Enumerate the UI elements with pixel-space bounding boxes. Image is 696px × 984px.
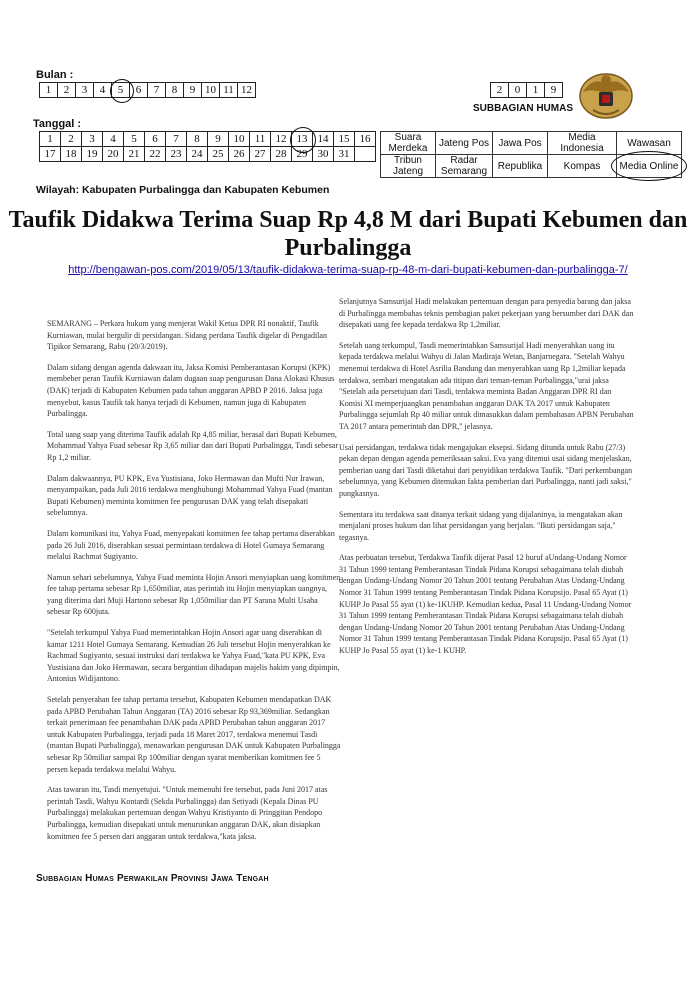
date-cell: 19 xyxy=(82,147,103,162)
selected-media-ring xyxy=(611,151,687,181)
date-cell: 1 xyxy=(40,132,61,147)
date-cell: 3 xyxy=(82,132,103,147)
date-cell: 17 xyxy=(40,147,61,162)
article-left-column xyxy=(47,318,343,851)
date-grid xyxy=(39,131,376,162)
article-paragraph: Setelah penyerahan fee tahap pertama tersebut, Kabupaten Kebumen mendapatkan DAK pada APBD Perubahan Tahun Anggaran (TA) 2016 sebesar Rp 93,369miliar. Sedangkan terkait penerimaan fee penambahan DAK pada APBD Perubahan tahun anggaran 2017 untuk Kabupaten Purbalingga, terjadi pada 18 Maret 2017, terdakwa menemui Tasdi (mantan Bupati Purbalingga), menawarkan pengurusan DAK untuk Kabupaten Purbalingga sebesar Rp 50miliar sampai Rp 100miliar dengan syarat memberikan komitmen fee 5 persen kepada terdakwa melalui Wahyu. xyxy=(47,695,341,774)
date-cell: 9 xyxy=(208,132,229,147)
date-cell: 10 xyxy=(229,132,250,147)
media-cell xyxy=(436,155,493,178)
date-cell: 30 xyxy=(313,147,334,162)
date-cell: 28 xyxy=(271,147,292,162)
garuda-emblem-icon xyxy=(575,66,637,122)
media-cell xyxy=(493,132,548,155)
agency-label: SUBBAGIAN HUMAS xyxy=(473,103,573,114)
date-cell: 7 xyxy=(166,132,187,147)
year-digit: 9 xyxy=(545,83,563,98)
date-cell: 31 xyxy=(334,147,355,162)
wilayah-label: Wilayah: Kabupaten Purbalingga dan Kabupaten Kebumen xyxy=(36,184,330,196)
year-digit: 2 xyxy=(491,83,509,98)
media-cell xyxy=(381,155,436,178)
article-paragraph: Atas tawaran itu, Tasdi menyetujui. "Untuk memenuhi fee tersebut, pada Juni 2017 atas perintah Tasdi, Wahyu Kontardi (Sekda Purbalingga) dan Setiyadi (Kepala Dinas PU Purbalingga) melakukan pertemuan dengan Wahyu Kristiyanto di Pringgitan Pendopo Purbalingga, kemudian disepakati untuk menurunkan anggaran DAK, akan disiapkan komitmen fee 5 persen dari anggaran untuk terdakwa,"kata jaksa. xyxy=(47,785,328,841)
date-cell: 22 xyxy=(145,147,166,162)
media-table xyxy=(380,131,682,178)
article-paragraph: SEMARANG – Perkara hukum yang menjerat Wakil Ketua DPR RI nonaktif, Taufik Kurniawan, mulai bergulir di persidangan. Sidang perdana Taufik digelar di Pengadilan Tipikor Semarang, Rabu (20/3/2019). xyxy=(47,319,327,352)
month-cell: 8 xyxy=(166,83,184,98)
media-name: Tribun Jateng xyxy=(392,155,424,177)
date-cell: 23 xyxy=(166,147,187,162)
article-paragraph: "Setelah terkumpul Yahya Fuad memerintahkan Hojin Ansori agar uang diserahkan di kamar 1211 Hotel Gumaya Semarang. Kemudian 26 Juli tersebut Hojin menyerahkan ke Rachmad Sugiyanto, sesuai instruksi dari terdakwa ke Yahya Fuad,"kata PU KPK, Eva Yustisiana dan Joko Hermawan, secara bergantian dihadapan majelis hakim yang dipimpin, Antonius Widijantono. xyxy=(47,628,340,684)
article-paragraph: Setelah uang terkumpul, Tasdi memerintahkan Samsurijal Hadi menyerahkan uang itu kepada terdakwa melalui Wahyu di Jalan Madiraja Wetan, Banjarnegara. "Setelah Wahyu menemui terdakwa di Hotel Asrilia Bandung dan menyerahkan uang Rp 1,2miliar kepada terdakwa, sembari mengatakan ada titipan dari teman-teman Purbalingga,"urai jaksa "Setelah ada persetujuan dari Tasdi, terdakwa meminta Badan Anggaran DPR RI dan Komisi XI memperjuangkan penambahan anggaran DAK TA 2017 untuk Kabupaten Purbalingga sejumlah Rp 40 miliar untuk dimasukkan dalam pembahasan APBN Perubahan TA 2017 antara pemerintah dan DPR," jelasnya. xyxy=(339,340,634,431)
date-cell: 15 xyxy=(334,132,355,147)
article-paragraph: Namun sehari sebelumnya, Yahya Fuad meminta Hojin Ansori menyiapkan uang komitmen fee tahap pertama sebesar Rp 1,650miliar, atas perintah itu Hojin menyiapkan uangnya, yang diterima dari Muji Hartono sebesar Rp 1,050miliar dan PT Sarana Multi Usaha sebesar Rp 600juta. xyxy=(47,572,341,617)
date-cell: 12 xyxy=(271,132,292,147)
media-name: Republika xyxy=(497,160,543,172)
date-cell: 25 xyxy=(208,147,229,162)
month-cell: 5 xyxy=(112,83,130,98)
media-name: Suara Merdeka xyxy=(388,132,428,154)
article-paragraph: Selanjutnya Samsurijal Hadi melakukan pertemuan dengan para penyedia barang dan jaksa di Purbalingga membahas teknis pembagian paket pekerjaan yang bersumber dari DAK dan disepakati uang fee kepada terdakwa Rp 1,2miliar. xyxy=(339,297,634,330)
article-paragraph: Atas perbuatan tersebut, Terdakwa Taufik dijerat Pasal 12 huruf aUndang-Undang Nomor 31 Tahun 1999 tentang Pemberantasan Tindak Pidana Korupsi sebagaimana telah diubah dengan Undang-Undang Nomor 20 Tahun 2001 tentang Perubahan Atas Undang-Undang Nomor 31 Tahun 1999 tentang Pemberantasan Tindak Pidana Korupsijo. Pasal 65 Ayat (1) KUHP Jo Pasal 55 ayat (1) ke-1KUHP. Kemudian kedua, Pasal 11 Undang-Undang Nomor 31 Tahun 1999 tentang Pemberantasan Tindak Pidana Korupsi sebagaimana telah diubah dengan Undang-Undang Nomor 20 Tahun 2001 tentang Perubahan Atas Undang-Undang Nomor 31 Tahun 1999 tentang Pemberantasan Tindak Pidana Korupsijo. Pasal 65 Ayat (1) KUHP Jo Pasal 55 ayat (1) ke-1 KUHP. xyxy=(339,553,632,656)
date-cell: 18 xyxy=(61,147,82,162)
date-cell: 4 xyxy=(103,132,124,147)
month-cell: 4 xyxy=(94,83,112,98)
date-cell: 21 xyxy=(124,147,145,162)
date-cell: 29 xyxy=(292,147,313,162)
date-cell: 26 xyxy=(229,147,250,162)
month-cell: 3 xyxy=(76,83,94,98)
article-paragraph: Dalam dakwaannya, PU KPK, Eva Yustisiana, Joko Hermawan dan Mufti Nur Irawan, menyampaikan, pada Juli 2016 terdakwa menghubungi Mohammad Yahya Fuad (mantan Bupati Kebumen) meminta komitmen fee pengurusan DAK yang telah disepakati sebelumnya. xyxy=(47,473,333,518)
media-cell xyxy=(617,155,682,178)
month-cell: 10 xyxy=(202,83,220,98)
date-cell: 24 xyxy=(187,147,208,162)
date-cell xyxy=(355,147,376,162)
date-cell: 20 xyxy=(103,147,124,162)
date-cell: 5 xyxy=(124,132,145,147)
media-name: Kompas xyxy=(563,160,601,172)
date-cell: 6 xyxy=(145,132,166,147)
date-cell: 16 xyxy=(355,132,376,147)
media-name: Jawa Pos xyxy=(498,137,542,149)
date-cell: 27 xyxy=(250,147,271,162)
media-name: Radar Semarang xyxy=(440,155,488,177)
media-cell xyxy=(548,155,617,178)
date-cell: 11 xyxy=(250,132,271,147)
month-cell: 2 xyxy=(58,83,76,98)
article-paragraph: Sementara itu terdakwa saat ditanya terkait sidang yang dijalaninya, ia mengatakan akan menjalani proses hukum dan lihat persidangan yang berjalan. "Ikuti persidangan saja," tegasnya. xyxy=(339,509,623,542)
month-cell: 7 xyxy=(148,83,166,98)
month-cell: 6 xyxy=(130,83,148,98)
date-cell: 14 xyxy=(313,132,334,147)
media-cell xyxy=(548,132,617,155)
footer-label: Subbagian Humas Perwakilan Provinsi Jawa Tengah xyxy=(36,873,269,884)
article-paragraph: Usai persidangan, terdakwa tidak mengajukan eksepsi. Sidang ditunda untuk Rabu (27/3) pekan depan dengan agenda pemeriksaan saksi. Eva yang ditemui usai sidang menjelaskan, pemberian uang dari Tasdi diketahui dari penyidikan terdakwa Taufik. "Dari perkembangan sebelumnya, yang Kebumen ditemukan fakta pemberian dari Purbalingga, nanti jadi saksi," pungkasnya. xyxy=(339,442,633,498)
media-cell xyxy=(381,132,436,155)
date-cell: 13 xyxy=(292,132,313,147)
media-cell xyxy=(436,132,493,155)
article-paragraph: Total uang suap yang diterima Taufik adalah Rp 4,85 miliar, berasal dari Bupati Kebumen, Mohammad Yahya Fuad sebesar Rp 3,65 miliar dan dari Bupati Purbalingga, Tasdi sebesar Rp 1,2 miliar. xyxy=(47,429,339,462)
year-grid xyxy=(490,82,563,98)
media-name: Jateng Pos xyxy=(438,137,490,149)
article-right-column xyxy=(339,296,635,666)
article-url-link[interactable]: http://bengawan-pos.com/2019/05/13/taufik-didakwa-terima-suap-rp-48-m-dari-bupati-kebumen-dan-purbalingga-7/ xyxy=(68,264,628,276)
media-name: Wawasan xyxy=(627,137,671,149)
month-cell: 9 xyxy=(184,83,202,98)
media-name: Media Online xyxy=(619,160,679,172)
article-paragraph: Dalam sidang dengan agenda dakwaan itu, Jaksa Komisi Pemberantasan Korupsi (KPK) membeber peran Taufik Kurniawan dalam dugaan suap pengurusan Dana Alokasi Khusus (DAK) terjadi di Kabupaten Kebumen pada tahun anggaran APBD P 2016. Jaksa juga menyebut, kasus Taufik tak hanya terjadi di Kebumen, namun juga di Kabupaten Purbalingga. xyxy=(47,362,335,419)
media-name: Media Indonesia xyxy=(560,132,604,154)
month-grid xyxy=(39,82,256,98)
month-cell: 11 xyxy=(220,83,238,98)
bulan-label: Bulan : xyxy=(36,69,74,81)
date-cell: 2 xyxy=(61,132,82,147)
article-title: Taufik Didakwa Terima Suap Rp 4,8 M dari Bupati Kebumen dan Purbalingga xyxy=(8,207,688,261)
year-digit: 1 xyxy=(527,83,545,98)
year-digit: 0 xyxy=(509,83,527,98)
month-cell: 12 xyxy=(238,83,256,98)
tanggal-label: Tanggal : xyxy=(33,118,82,130)
article-paragraph: Dalam komunikasi itu, Yahya Fuad, menyepakati komitmen fee tahap pertama diserahkan pada 26 Juli 2016, diserahkan sesuai permintaan terdakwa di Hotel Gumaya Semarang melalui Rachmat Sugiyanto. xyxy=(47,528,335,562)
date-cell: 8 xyxy=(187,132,208,147)
month-cell: 1 xyxy=(40,83,58,98)
media-cell xyxy=(493,155,548,178)
